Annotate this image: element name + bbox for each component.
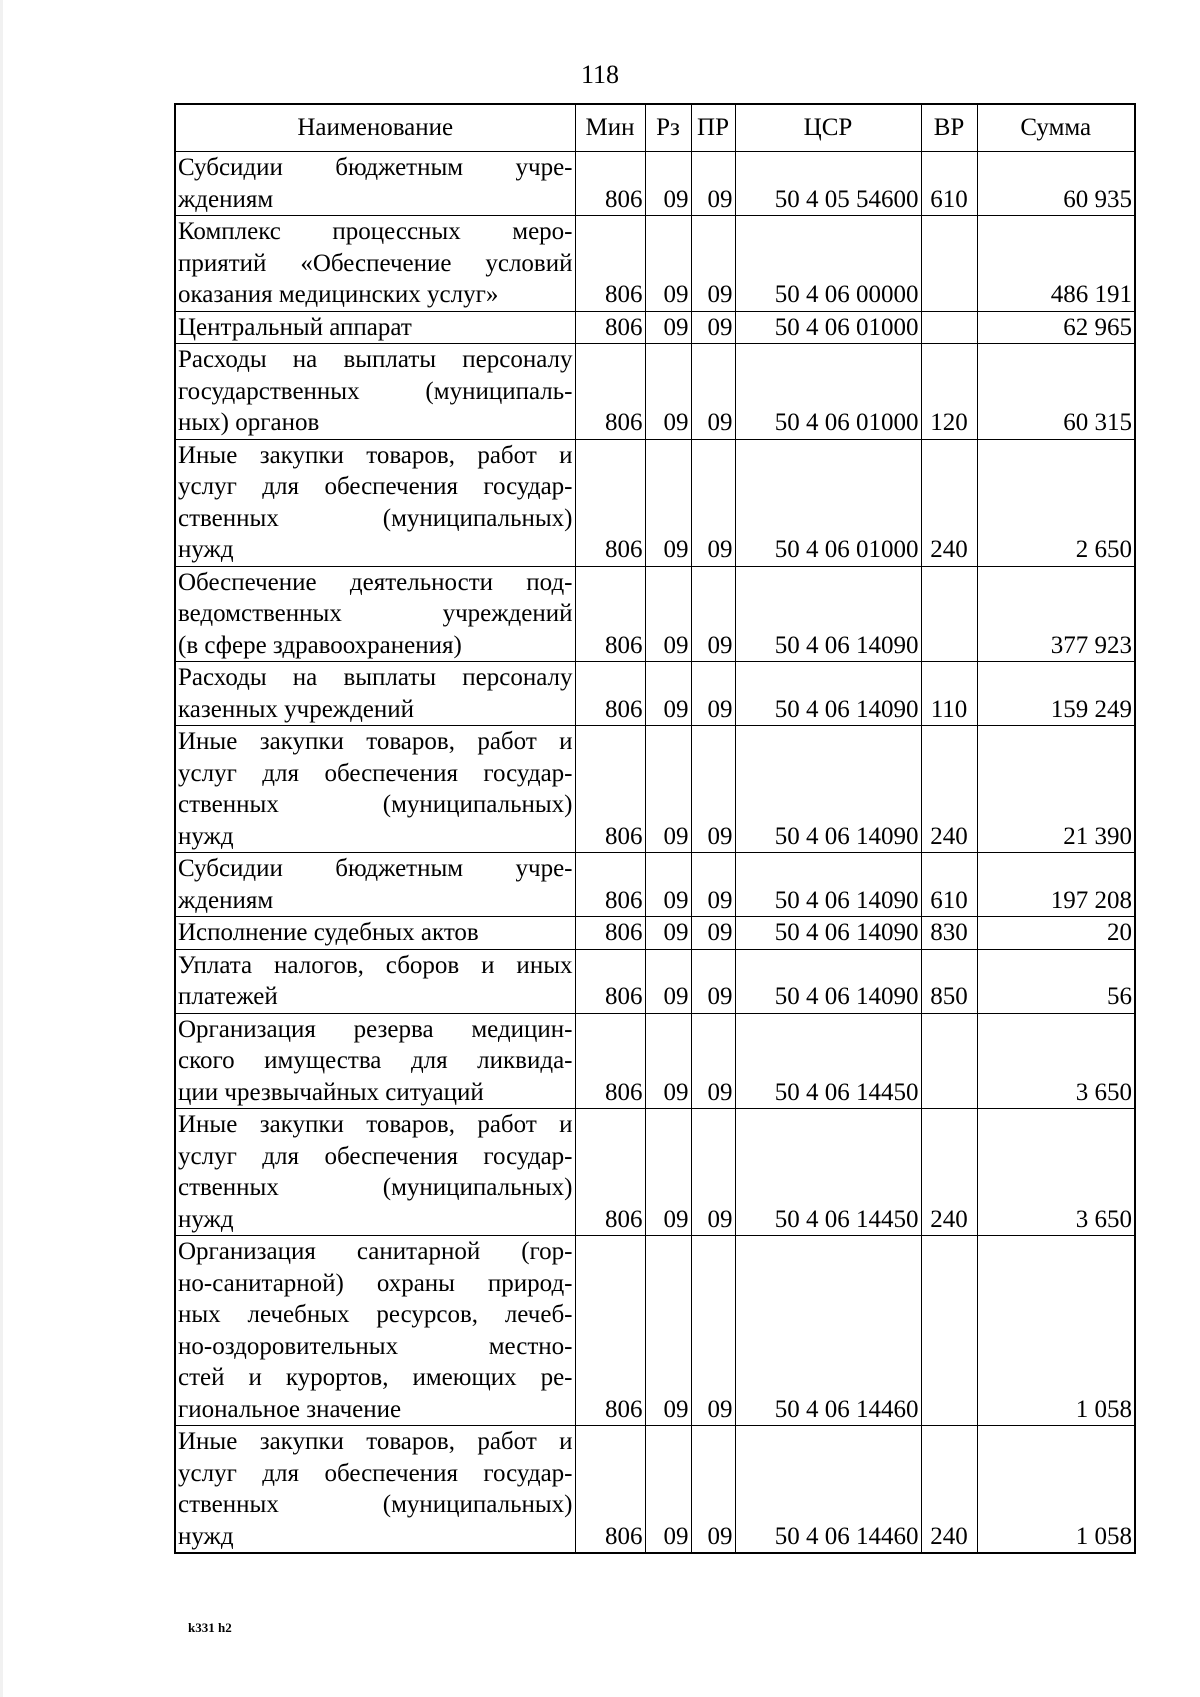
row-vr: 240 <box>921 439 977 566</box>
row-pr: 09 <box>691 311 735 344</box>
row-name-line: услуг для обеспечения государ- <box>178 1142 573 1170</box>
row-pr: 09 <box>691 1426 735 1554</box>
row-csr: 50 4 06 00000 <box>735 216 921 312</box>
row-name-line: Организация резерва медицин- <box>178 1015 573 1043</box>
row-pr: 09 <box>691 439 735 566</box>
row-name-line: услуг для обеспечения государ- <box>178 1459 573 1487</box>
table-row <box>175 311 1135 344</box>
row-name <box>175 662 575 726</box>
row-name-line: приятий «Обеспечение условий <box>178 249 573 277</box>
row-name-line: Субсидии бюджетным учре- <box>178 154 573 181</box>
row-name-line: ского имущества для ликвида- <box>178 1047 573 1074</box>
row-name <box>175 344 575 440</box>
row-min: 806 <box>575 949 645 1013</box>
row-name-line: Обеспечение деятельности под- <box>178 568 573 596</box>
row-csr: 50 4 06 14090 <box>735 853 921 917</box>
table-row <box>175 439 1135 566</box>
row-sum: 20 <box>977 917 1135 950</box>
row-sum: 60 935 <box>977 152 1135 216</box>
row-sum: 56 <box>977 949 1135 1013</box>
row-vr <box>921 566 977 662</box>
table-row <box>175 1013 1135 1109</box>
row-name <box>175 917 575 950</box>
table-row <box>175 344 1135 440</box>
row-name-line: Иные закупки товаров, работ и <box>178 1428 573 1455</box>
row-csr: 50 4 06 01000 <box>735 344 921 440</box>
row-rz: 09 <box>645 853 691 917</box>
row-pr: 09 <box>691 853 735 917</box>
row-csr: 50 4 06 14090 <box>735 917 921 950</box>
row-sum: 1 058 <box>977 1236 1135 1426</box>
row-rz: 09 <box>645 344 691 440</box>
row-name-line: казенных учреждений <box>178 695 415 723</box>
row-vr: 240 <box>921 1109 977 1236</box>
table-row <box>175 1109 1135 1236</box>
page-number: 118 <box>580 60 620 89</box>
row-name-line: Иные закупки товаров, работ и <box>178 1111 573 1138</box>
row-name <box>175 1109 575 1236</box>
row-min: 806 <box>575 344 645 440</box>
row-vr: 850 <box>921 949 977 1013</box>
row-sum: 486 191 <box>977 216 1135 312</box>
row-rz: 09 <box>645 216 691 312</box>
row-name <box>175 439 575 566</box>
table-row <box>175 566 1135 662</box>
row-csr: 50 4 06 14090 <box>735 726 921 853</box>
row-name-line: но-санитарной) охраны природ- <box>178 1269 573 1297</box>
row-name-line: нужд <box>178 822 234 850</box>
row-min: 806 <box>575 1426 645 1554</box>
header-vr: ВР <box>921 104 977 152</box>
row-pr: 09 <box>691 1013 735 1109</box>
row-name <box>175 1013 575 1109</box>
row-pr: 09 <box>691 1236 735 1426</box>
row-name-line: оказания медицинских услуг» <box>178 281 499 308</box>
row-sum: 62 965 <box>977 311 1135 344</box>
row-name-line: ведомственных учреждений <box>178 600 573 627</box>
row-rz: 09 <box>645 311 691 344</box>
row-name-line: гиональное значение <box>178 1395 402 1423</box>
row-rz: 09 <box>645 1013 691 1109</box>
row-sum: 3 650 <box>977 1013 1135 1109</box>
row-csr: 50 4 06 14090 <box>735 662 921 726</box>
row-csr: 50 4 06 14460 <box>735 1426 921 1554</box>
row-name-line: Субсидии бюджетным учре- <box>178 855 573 882</box>
table-row <box>175 216 1135 312</box>
row-csr: 50 4 06 01000 <box>735 439 921 566</box>
row-vr: 240 <box>921 1426 977 1554</box>
row-name-line: ных лечебных ресурсов, лечеб- <box>178 1301 573 1328</box>
row-sum: 21 390 <box>977 726 1135 853</box>
row-sum: 2 650 <box>977 439 1135 566</box>
row-name-line: ных) органов <box>178 409 320 436</box>
table-row <box>175 1426 1135 1554</box>
row-csr: 50 4 06 14450 <box>735 1013 921 1109</box>
row-name-line: нужд <box>178 1205 234 1233</box>
row-rz: 09 <box>645 152 691 216</box>
row-name <box>175 853 575 917</box>
row-name-line: нужд <box>178 1522 234 1550</box>
row-name <box>175 949 575 1013</box>
row-name-line: ждениям <box>178 185 274 213</box>
table-row <box>175 662 1135 726</box>
header-csr: ЦСР <box>735 104 921 152</box>
header-sum: Сумма <box>977 104 1135 152</box>
row-name-line: Уплата налогов, сборов и иных <box>178 951 573 979</box>
row-min: 806 <box>575 1013 645 1109</box>
row-vr <box>921 1013 977 1109</box>
row-vr: 830 <box>921 917 977 950</box>
row-name-line: Расходы на выплаты персоналу <box>178 664 573 691</box>
table-row <box>175 917 1135 950</box>
row-rz: 09 <box>645 566 691 662</box>
row-min: 806 <box>575 1109 645 1236</box>
row-vr <box>921 1236 977 1426</box>
row-name-line: государственных (муниципаль- <box>178 377 573 405</box>
row-vr <box>921 216 977 312</box>
row-name <box>175 1426 575 1554</box>
table-row <box>175 726 1135 853</box>
row-name-line: Иные закупки товаров, работ и <box>178 441 573 469</box>
row-name-line: Исполнение судебных актов <box>178 919 479 946</box>
row-name-line: ственных (муниципальных) <box>178 1491 573 1518</box>
row-pr: 09 <box>691 344 735 440</box>
footer-code: k331 h2 <box>188 1620 232 1635</box>
row-csr: 50 4 06 14450 <box>735 1109 921 1236</box>
row-rz: 09 <box>645 1236 691 1426</box>
row-pr: 09 <box>691 662 735 726</box>
row-name-line: Организация санитарной (гор- <box>178 1238 573 1265</box>
header-min: Мин <box>575 104 645 152</box>
row-min: 806 <box>575 662 645 726</box>
row-vr: 240 <box>921 726 977 853</box>
row-name-line: ственных (муниципальных) <box>178 791 573 818</box>
row-csr: 50 4 06 14090 <box>735 949 921 1013</box>
table-header-row <box>175 104 1135 152</box>
header-pr: ПР <box>691 104 735 152</box>
row-min: 806 <box>575 216 645 312</box>
row-min: 806 <box>575 1236 645 1426</box>
row-name-line: ственных (муниципальных) <box>178 1174 573 1201</box>
row-name-line: услуг для обеспечения государ- <box>178 473 573 500</box>
row-name <box>175 566 575 662</box>
row-name-line: ции чрезвычайных ситуаций <box>178 1078 484 1106</box>
row-min: 806 <box>575 439 645 566</box>
row-min: 806 <box>575 566 645 662</box>
row-csr: 50 4 06 14460 <box>735 1236 921 1426</box>
table-row <box>175 853 1135 917</box>
table-body <box>175 152 1135 1554</box>
row-rz: 09 <box>645 726 691 853</box>
row-name-line: Иные закупки товаров, работ и <box>178 728 573 755</box>
row-name-line: Комплекс процессных меро- <box>178 218 573 245</box>
header-name: Наименование <box>175 104 575 152</box>
row-rz: 09 <box>645 439 691 566</box>
row-sum: 159 249 <box>977 662 1135 726</box>
scan-edge <box>0 0 3 1697</box>
row-csr: 50 4 06 14090 <box>735 566 921 662</box>
row-name-line: (в сфере здравоохранения) <box>178 631 462 659</box>
row-pr: 09 <box>691 152 735 216</box>
row-name-line: Центральный аппарат <box>178 313 412 341</box>
row-rz: 09 <box>645 917 691 950</box>
row-pr: 09 <box>691 917 735 950</box>
row-sum: 197 208 <box>977 853 1135 917</box>
header-rz: Рз <box>645 104 691 152</box>
row-vr: 110 <box>921 662 977 726</box>
row-name-line: но-оздоровительных местно- <box>178 1332 573 1360</box>
row-pr: 09 <box>691 566 735 662</box>
row-vr: 610 <box>921 853 977 917</box>
row-sum: 1 058 <box>977 1426 1135 1554</box>
row-vr: 610 <box>921 152 977 216</box>
row-pr: 09 <box>691 949 735 1013</box>
row-name-line: Расходы на выплаты персоналу <box>178 346 573 373</box>
row-rz: 09 <box>645 1426 691 1554</box>
row-name <box>175 726 575 853</box>
row-min: 806 <box>575 311 645 344</box>
budget-table <box>174 103 1136 1554</box>
row-vr: 120 <box>921 344 977 440</box>
row-name-line: стей и курортов, имеющих ре- <box>178 1364 573 1391</box>
row-name <box>175 152 575 216</box>
row-pr: 09 <box>691 1109 735 1236</box>
row-name-line: нужд <box>178 536 234 563</box>
row-name-line: ждениям <box>178 886 274 914</box>
row-sum: 3 650 <box>977 1109 1135 1236</box>
row-name <box>175 1236 575 1426</box>
row-min: 806 <box>575 853 645 917</box>
row-sum: 377 923 <box>977 566 1135 662</box>
row-name <box>175 311 575 344</box>
row-rz: 09 <box>645 949 691 1013</box>
row-min: 806 <box>575 917 645 950</box>
table-row <box>175 152 1135 216</box>
table-row <box>175 1236 1135 1426</box>
row-csr: 50 4 06 01000 <box>735 311 921 344</box>
row-name-line: ственных (муниципальных) <box>178 504 573 532</box>
row-csr: 50 4 05 54600 <box>735 152 921 216</box>
row-rz: 09 <box>645 662 691 726</box>
row-pr: 09 <box>691 726 735 853</box>
row-sum: 60 315 <box>977 344 1135 440</box>
row-pr: 09 <box>691 216 735 312</box>
row-min: 806 <box>575 726 645 853</box>
table-row <box>175 949 1135 1013</box>
row-name <box>175 216 575 312</box>
row-vr <box>921 311 977 344</box>
row-name-line: услуг для обеспечения государ- <box>178 759 573 787</box>
row-rz: 09 <box>645 1109 691 1236</box>
row-min: 806 <box>575 152 645 216</box>
row-name-line: платежей <box>178 983 278 1010</box>
